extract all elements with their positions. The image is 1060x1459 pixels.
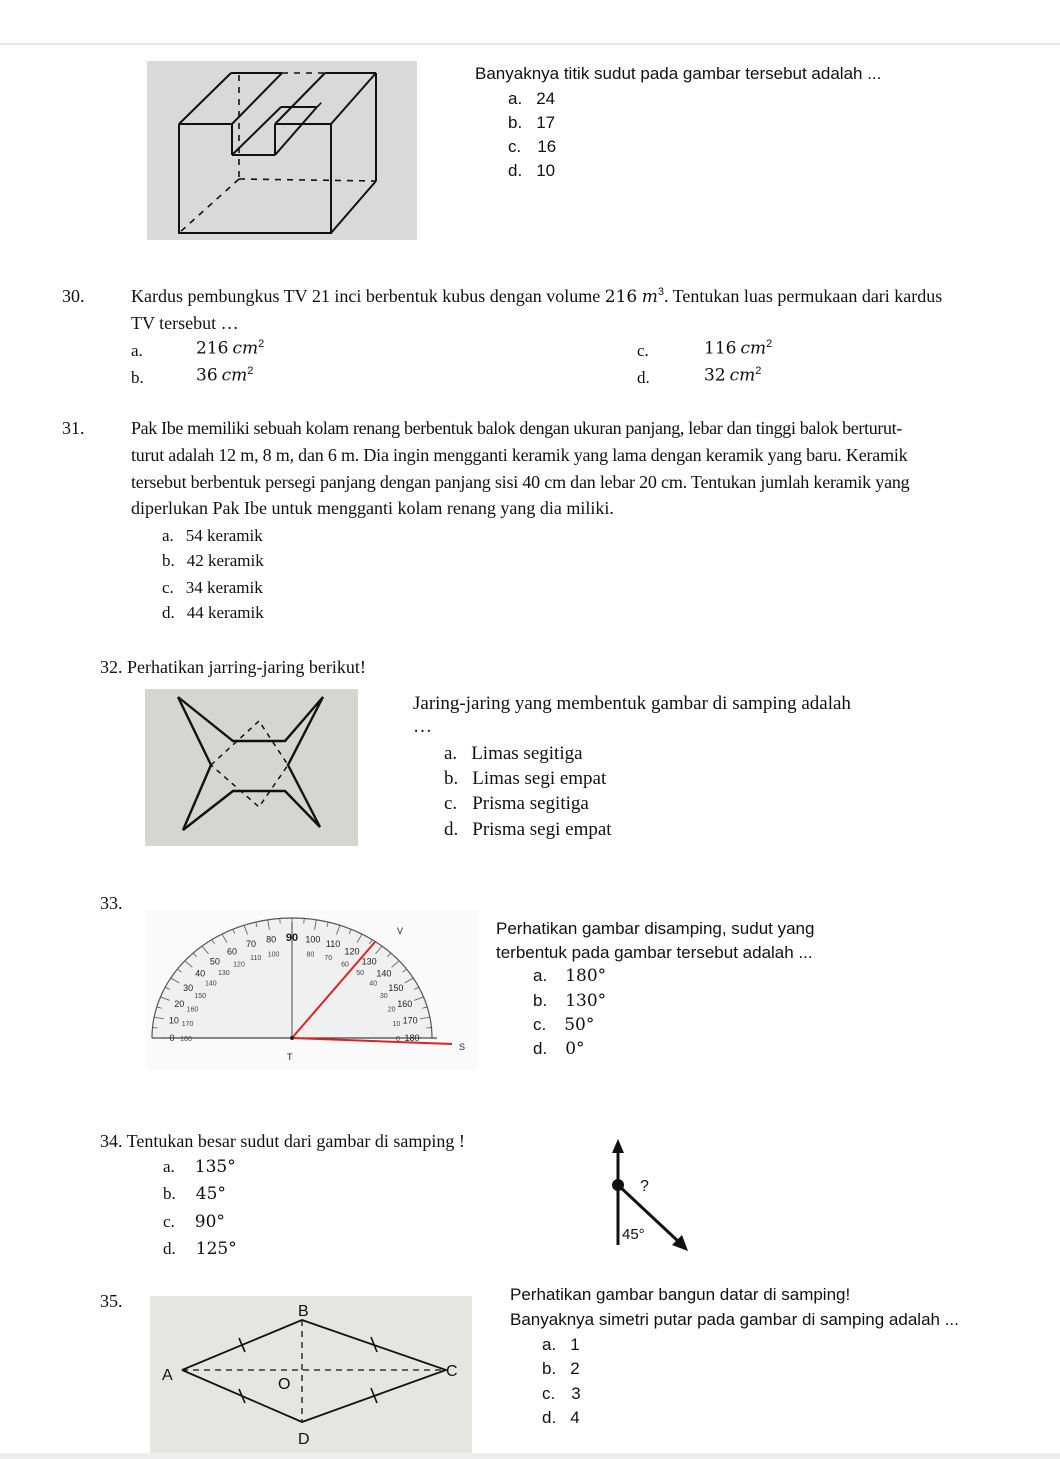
q33-option-b[interactable] <box>533 991 606 1011</box>
q32-question-line2: … <box>413 716 432 737</box>
vertex-c-label: C <box>446 1363 458 1380</box>
q30-question-line2: TV tersebut … <box>131 313 239 333</box>
protractor-inner-label: 120 <box>233 961 245 969</box>
q32-option-c[interactable] <box>444 793 589 815</box>
option-text: Prisma segitiga <box>472 793 589 814</box>
option-text: 10 <box>536 161 556 180</box>
q30-question-line1 <box>131 286 1021 307</box>
q35-number: 35. <box>100 1291 123 1311</box>
option-exp: 2 <box>766 338 773 350</box>
vertex-a-label: A <box>162 1367 173 1384</box>
protractor-inner-label: 110 <box>250 955 262 963</box>
top-divider <box>0 43 1060 45</box>
q34-option-a[interactable] <box>163 1157 236 1177</box>
q30-option-a-letter: a. <box>131 341 143 360</box>
protractor-outer-label: 150 <box>388 983 404 993</box>
q35-question-line1: Perhatikan gambar bangun datar di samping! <box>510 1285 851 1304</box>
vertex-d-label: D <box>298 1431 310 1448</box>
q31-option-a[interactable] <box>162 526 263 546</box>
q31-option-b[interactable] <box>162 551 264 571</box>
option-letter: d. <box>533 1039 548 1058</box>
option-unit: cm <box>740 338 767 359</box>
option-value: 216 <box>196 338 229 359</box>
q29-solid-figure <box>147 61 417 240</box>
q34-question: 34. Tentukan besar sudut dari gambar di samping ! <box>100 1131 465 1151</box>
option-letter: b. <box>508 113 523 132</box>
q35-option-b[interactable] <box>542 1359 580 1379</box>
protractor-outer-label: 80 <box>266 934 277 945</box>
protractor-inner-label: 140 <box>204 980 217 988</box>
q35-question-line2: Banyaknya simetri putar pada gambar di samping adalah ... <box>510 1310 959 1329</box>
option-text: 0° <box>565 1039 585 1059</box>
q32-question-line1: Jaring-jaring yang membentuk gambar di samping adalah <box>413 693 851 714</box>
option-letter: c. <box>533 1015 547 1034</box>
option-text: 90° <box>194 1212 225 1232</box>
q33-question-line1: Perhatikan gambar disamping, sudut yang <box>496 919 815 938</box>
q33-option-c[interactable] <box>533 1015 594 1035</box>
option-letter: d. <box>162 603 175 622</box>
option-letter: c. <box>163 1212 175 1231</box>
q34-option-d[interactable] <box>163 1239 237 1259</box>
q33-option-d[interactable] <box>533 1039 585 1059</box>
q30-option-a[interactable] <box>196 338 264 358</box>
option-letter: c. <box>542 1384 556 1403</box>
protractor-outer-label: 10 <box>168 1015 179 1026</box>
q35-option-d[interactable] <box>542 1408 580 1428</box>
option-text: 3 <box>571 1384 581 1403</box>
q30-option-d-letter: d. <box>637 368 650 387</box>
q30-volume-num: 216 <box>604 287 638 307</box>
protractor-inner-label: 50 <box>356 970 365 978</box>
q33-protractor-drawing <box>147 910 477 1070</box>
option-text: 50° <box>564 1015 595 1035</box>
option-text: 130° <box>565 991 607 1011</box>
protractor-outer-label: 30 <box>183 983 194 993</box>
q35-rhombus-figure <box>150 1296 472 1453</box>
q30-option-b[interactable] <box>196 365 253 385</box>
protractor-inner-label: 10 <box>392 1021 401 1029</box>
option-letter: b. <box>162 551 175 570</box>
unknown-angle-label: ? <box>640 1178 649 1195</box>
point-t-label: T <box>287 1052 293 1062</box>
protractor-red-ray-lower <box>292 1038 452 1044</box>
q31-line4: diperlukan Pak Ibe untuk mengganti kolam renang yang dia miliki. <box>131 498 614 518</box>
option-letter: d. <box>542 1408 557 1427</box>
option-value: 32 <box>704 365 726 386</box>
protractor-inner-label: 60 <box>341 961 349 969</box>
option-letter: a. <box>444 743 458 764</box>
option-text: Prisma segi empat <box>472 819 612 840</box>
option-letter: c. <box>444 793 458 814</box>
protractor-outer-label: 180 <box>404 1033 420 1043</box>
option-letter: b. <box>542 1359 557 1378</box>
option-text: Limas segitiga <box>471 743 583 764</box>
protractor-outer-label: 70 <box>245 939 256 950</box>
option-exp: 2 <box>258 338 265 350</box>
q32-net-drawing <box>145 689 358 846</box>
q30-text-pre: Kardus pembungkus TV 21 inci berbentuk kubus dengan volume <box>131 286 605 306</box>
q32-option-b[interactable] <box>444 768 606 790</box>
q30-volume-unit: m <box>641 287 658 307</box>
option-letter: c. <box>162 578 174 597</box>
q35-option-c[interactable] <box>542 1384 581 1404</box>
q30-option-d[interactable] <box>704 365 761 385</box>
option-letter: a. <box>162 526 174 545</box>
q31-option-c[interactable] <box>162 578 263 598</box>
q34-angle-drawing <box>600 1135 700 1255</box>
option-unit: cm <box>232 338 259 359</box>
q30-option-b-letter: b. <box>131 368 144 387</box>
protractor-inner-label: 40 <box>369 980 378 988</box>
option-letter: d. <box>444 819 459 840</box>
option-text: 45° <box>195 1184 226 1204</box>
protractor-inner-label: 130 <box>218 970 230 978</box>
option-text: 24 <box>536 89 556 108</box>
protractor-outer-label: 50 <box>209 956 220 967</box>
option-text: 1 <box>570 1335 580 1354</box>
protractor-inner-label: 170 <box>181 1021 194 1029</box>
q32-header: 32. Perhatikan jarring-jaring berikut! <box>100 657 366 677</box>
q29-solid-drawing <box>147 61 417 240</box>
protractor-outer-label: 170 <box>402 1015 418 1026</box>
protractor-outer-label: 20 <box>174 998 185 1009</box>
protractor-inner-label: 100 <box>267 951 280 959</box>
option-text: 34 keramik <box>185 578 263 597</box>
protractor-outer-label: 160 <box>397 998 413 1009</box>
q30-text-post: . Tentukan luas permukaan dari kardus <box>663 286 943 306</box>
protractor-inner-label: 20 <box>387 1006 396 1014</box>
option-letter: b. <box>163 1184 176 1203</box>
point-v-label: V <box>397 926 404 936</box>
protractor-outer-label: 40 <box>195 968 206 979</box>
q29-option-d[interactable] <box>508 161 555 181</box>
protractor-outer-label: 60 <box>226 946 238 957</box>
protractor-inner-label: 150 <box>194 993 207 1000</box>
q33-number: 33. <box>100 893 123 913</box>
protractor-outer-label: 110 <box>325 939 341 950</box>
option-letter: a. <box>508 89 523 108</box>
option-letter: d. <box>508 161 523 180</box>
q34-option-c[interactable] <box>163 1212 225 1232</box>
q31-option-d[interactable] <box>162 603 264 623</box>
protractor-outer-label: 90 <box>285 932 299 944</box>
protractor-outer-label: 120 <box>344 946 360 957</box>
option-text: Limas segi empat <box>472 768 607 789</box>
q32-option-d[interactable] <box>444 819 612 841</box>
given-angle-label: 45° <box>622 1226 645 1243</box>
q31-number: 31. <box>62 418 85 438</box>
point-s-label: S <box>459 1042 466 1052</box>
q35-rhombus-drawing <box>150 1296 472 1453</box>
protractor-inner-label: 0 <box>396 1036 400 1043</box>
protractor-inner-label: 70 <box>324 955 333 963</box>
q35-option-a[interactable] <box>542 1335 580 1355</box>
q31-line2: turut adalah 12 m, 8 m, dan 6 m. Dia ingin mengganti keramik yang lama dengan keramik yang baru. Keramik <box>131 445 908 465</box>
option-unit: cm <box>221 365 248 386</box>
protractor-inner-label: 180 <box>180 1036 192 1043</box>
q33-protractor-figure <box>147 910 477 1070</box>
q30-option-c[interactable] <box>704 338 772 358</box>
option-text: 44 keramik <box>186 603 264 622</box>
protractor-inner-label: 30 <box>379 993 388 1000</box>
protractor-outer-label: 100 <box>305 934 321 945</box>
q30-volume-exp: 3 <box>657 286 664 298</box>
protractor-outer-label: 140 <box>376 968 392 979</box>
option-value: 116 <box>704 338 737 359</box>
option-unit: cm <box>729 365 756 386</box>
option-text: 4 <box>570 1408 580 1427</box>
option-text: 135° <box>194 1157 236 1177</box>
q34-option-b[interactable] <box>163 1184 226 1204</box>
protractor-inner-label: 80 <box>306 951 315 959</box>
q32-option-a[interactable] <box>444 743 583 765</box>
bottom-divider <box>0 1453 1060 1459</box>
q31-line1: Pak Ibe memiliki sebuah kolam renang berbentuk balok dengan ukuran panjang, lebar dan tinggi balok berturut- <box>131 418 902 438</box>
protractor-outer-label: 130 <box>361 956 377 967</box>
q34-angle-figure <box>600 1135 700 1255</box>
q29-option-a[interactable] <box>508 89 555 109</box>
vertex-dot <box>290 1036 294 1040</box>
option-letter: b. <box>533 991 548 1010</box>
option-letter: b. <box>444 768 459 789</box>
option-letter: d. <box>163 1239 176 1258</box>
center-o-label: O <box>278 1376 291 1393</box>
q29-question: Banyaknya titik sudut pada gambar tersebut adalah ... <box>475 64 882 83</box>
q29-option-c[interactable] <box>508 137 556 157</box>
option-text: 42 keramik <box>186 551 264 570</box>
option-letter: a. <box>533 966 548 985</box>
vertex-b-label: B <box>298 1303 309 1320</box>
protractor-inner-label: 160 <box>186 1006 199 1014</box>
option-text: 54 keramik <box>185 526 263 545</box>
q33-question-line2: terbentuk pada gambar tersebut adalah ... <box>496 943 813 962</box>
option-text: 16 <box>537 137 557 156</box>
option-text: 2 <box>570 1359 580 1378</box>
q32-net-figure <box>145 689 358 846</box>
q31-line3: tersebut berbentuk persegi panjang dengan panjang sisi 40 cm dan lebar 20 cm. Tentukan jumlah keramik yang <box>131 472 910 492</box>
option-letter: a. <box>163 1157 175 1176</box>
q29-option-b[interactable] <box>508 113 555 133</box>
option-letter: a. <box>542 1335 557 1354</box>
q30-number: 30. <box>62 286 85 306</box>
option-value: 36 <box>196 365 218 386</box>
q30-option-c-letter: c. <box>637 341 649 360</box>
option-exp: 2 <box>247 365 254 377</box>
q33-option-a[interactable] <box>533 966 606 986</box>
option-text: 125° <box>195 1239 237 1259</box>
option-letter: c. <box>508 137 522 156</box>
option-exp: 2 <box>755 365 762 377</box>
protractor-outer-label: 0 <box>169 1033 175 1043</box>
option-text: 17 <box>536 113 556 132</box>
option-text: 180° <box>565 966 607 986</box>
